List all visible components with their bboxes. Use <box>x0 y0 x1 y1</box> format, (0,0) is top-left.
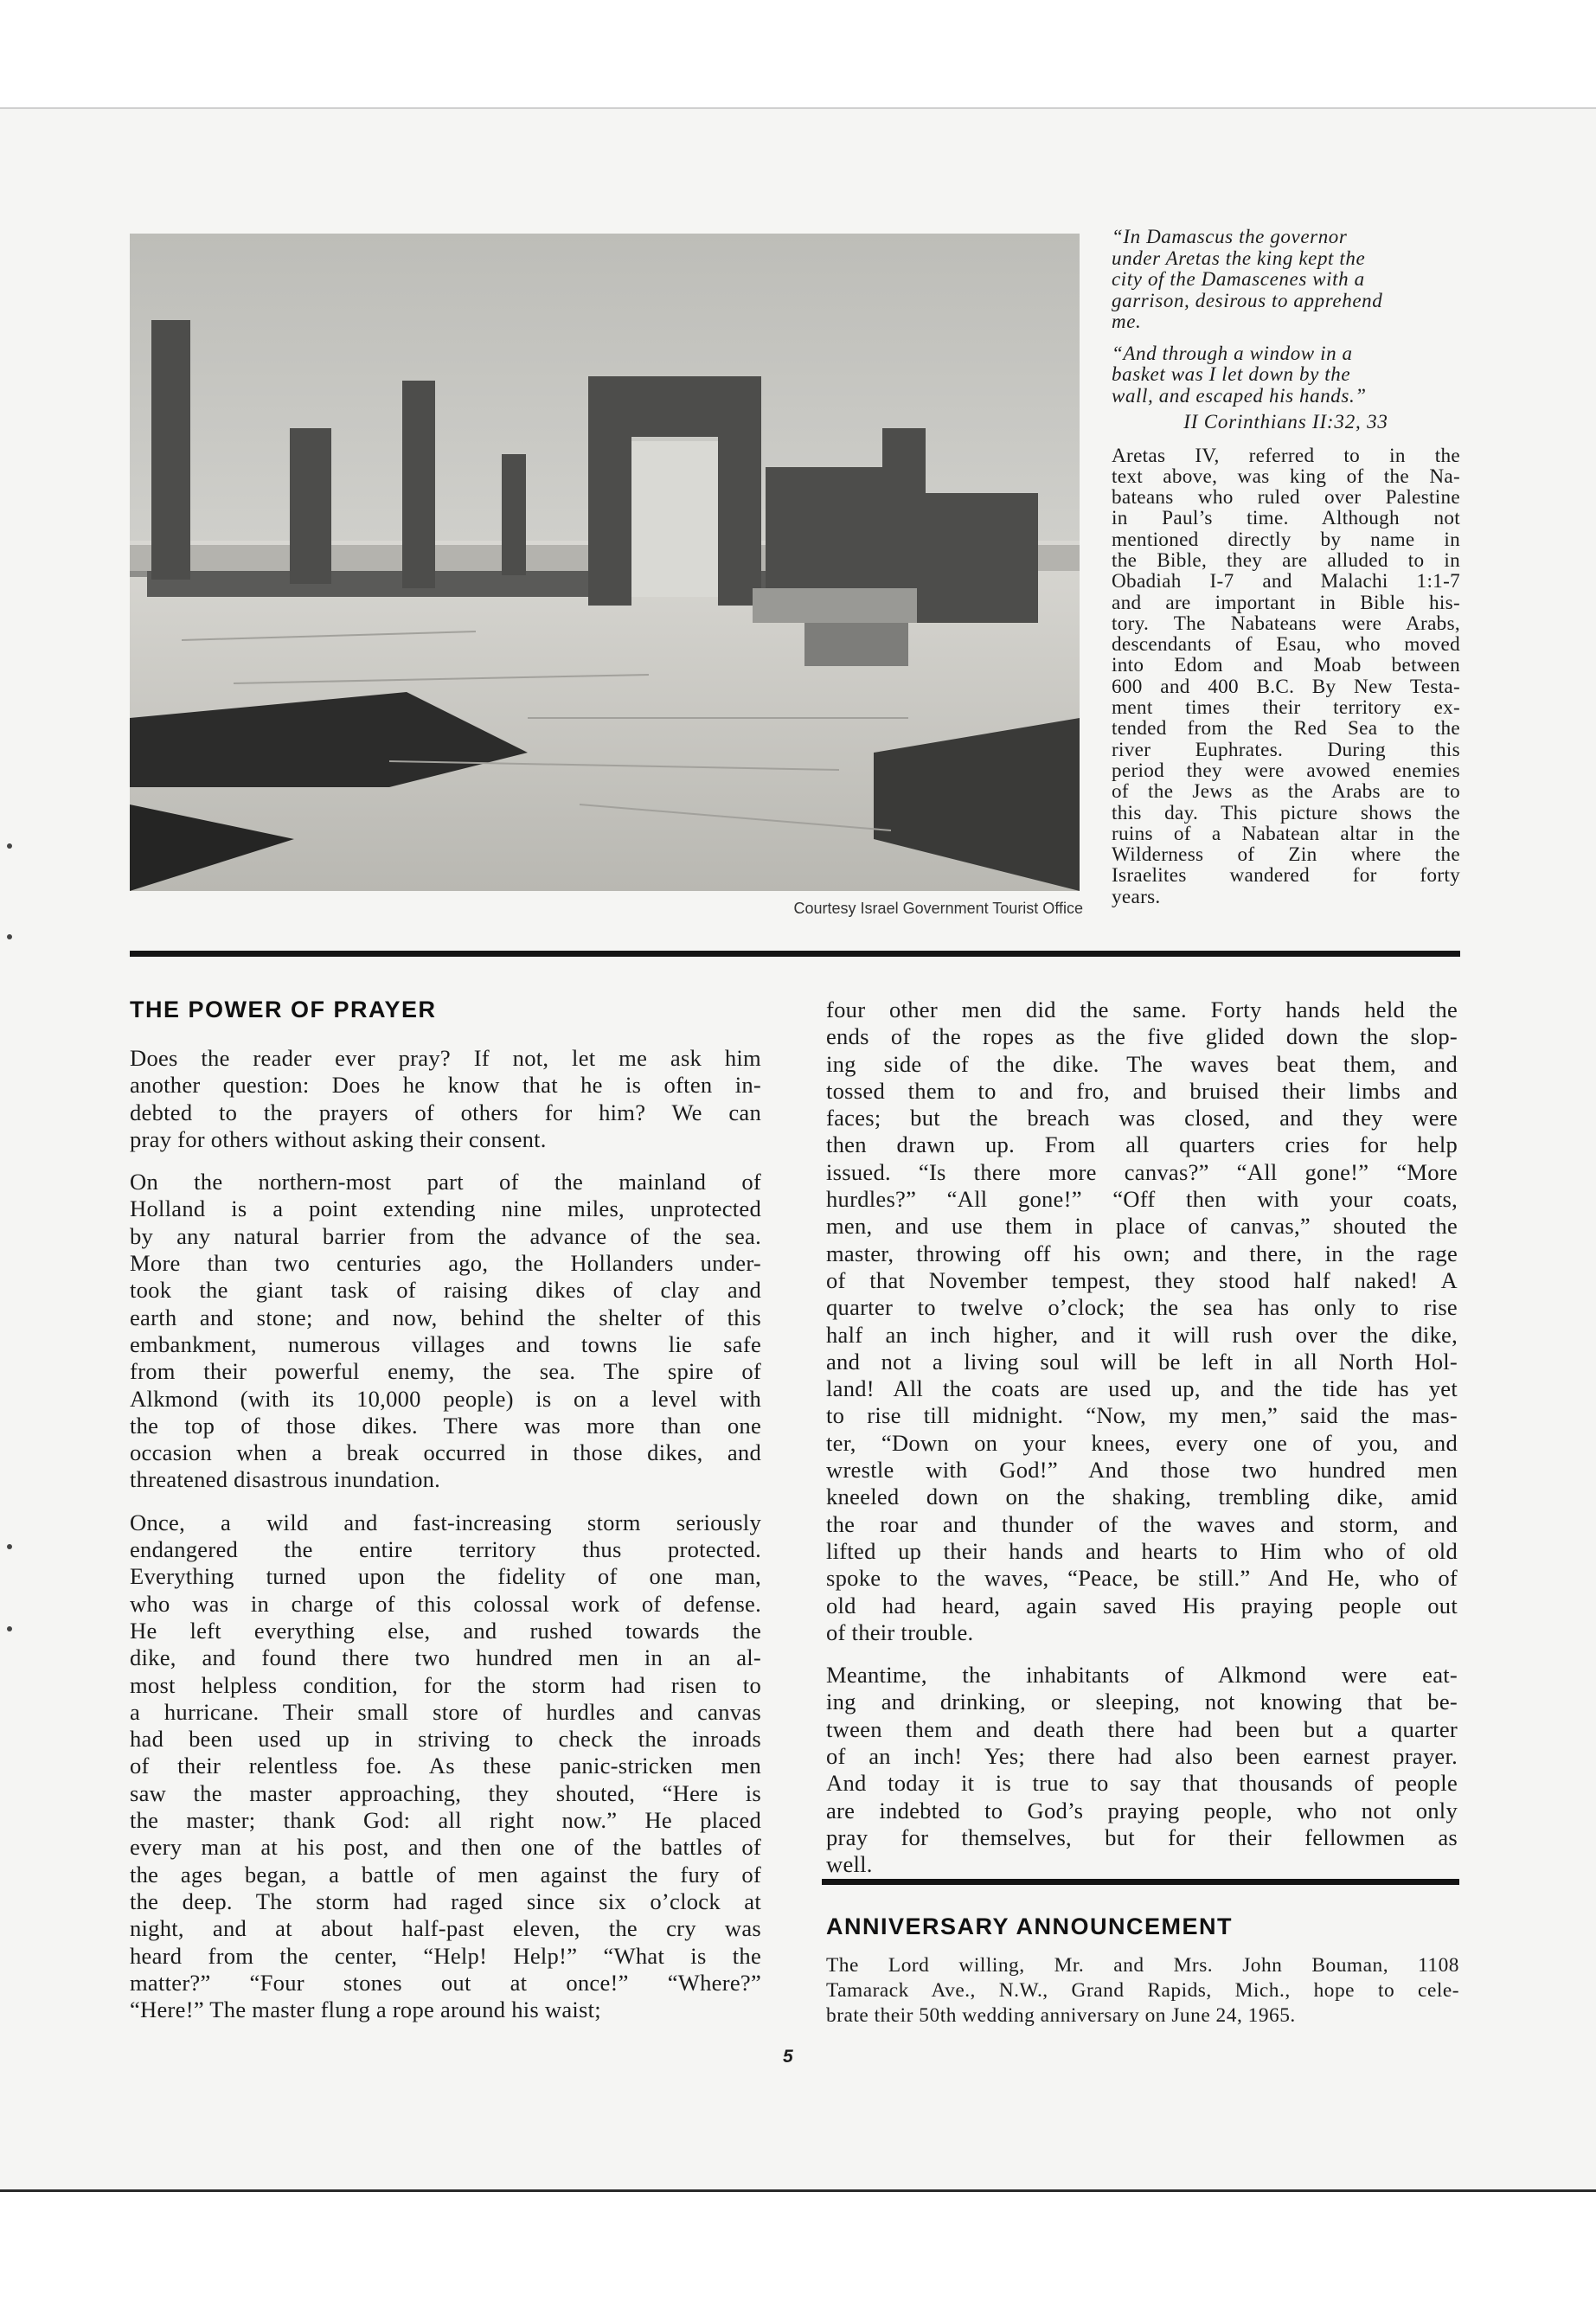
text-line: me. <box>1112 311 1142 332</box>
article-title: THE POWER OF PRAYER <box>130 997 437 1022</box>
text-line: ing side of the dike. The waves beat them, and <box>826 1050 1458 1077</box>
text-line: of their relentless foe. As these panic-stricken men <box>130 1753 761 1779</box>
text-line: tory. The Nabateans were Arabs, <box>1112 612 1460 635</box>
text-line: ter, “Down on your knees, every one of you, and <box>826 1429 1458 1456</box>
text-line: More than two centuries ago, the Hollanders under- <box>130 1250 761 1277</box>
text-line: Alkmond (with its 10,000 people) is on a level with <box>130 1385 761 1412</box>
text-line: the Bible, they are alluded to in <box>1112 548 1460 572</box>
text-line: And today it is true to say that thousands of people <box>826 1770 1458 1797</box>
text-line: the ages began, a battle of men against the fury of <box>130 1861 761 1888</box>
text-line: ruins of a Nabatean altar in the <box>1112 822 1460 845</box>
text-line: debted to the prayers of others for him? We can <box>130 1099 761 1125</box>
text-line: well. <box>826 1851 873 1878</box>
text-line: in Paul’s time. Although not <box>1112 507 1460 530</box>
text-line: Israelites wandered for forty <box>1112 864 1460 888</box>
text-line: half an inch higher, and it will rush over the dike, <box>826 1321 1458 1348</box>
text-line: hurdles?” “All gone!” “Off then with your coats, <box>826 1186 1458 1213</box>
text-line: Obadiah I-7 and Malachi 1:1-7 <box>1112 570 1460 593</box>
text-line: issued. “Is there more canvas?” “All gone!” “More <box>826 1158 1458 1185</box>
text-line: most helpless condition, for the storm had risen to <box>130 1671 761 1698</box>
text-line: He left everything else, and rushed towards the <box>130 1617 761 1644</box>
text-line: of their trouble. <box>826 1618 974 1645</box>
text-line: years. <box>1112 885 1161 908</box>
text-line: land! All the coats are used up, and the tide has yet <box>826 1375 1458 1402</box>
text-line: ing and drinking, or sleeping, not knowing that be- <box>826 1689 1458 1715</box>
ruins-illustration <box>130 234 1080 891</box>
text-line: another question: Does he know that he is often in- <box>130 1072 761 1099</box>
text-line: tween them and death there had been but a quarter <box>826 1715 1458 1742</box>
text-line: and not a living soul will be left in all North Hol- <box>826 1348 1458 1375</box>
text-line: matter?” “Four stones out at once!” “Where?” <box>130 1969 761 1996</box>
section-divider <box>822 1879 1459 1885</box>
text-line: into Edom and Moab between <box>1112 654 1460 677</box>
text-line: wall, and escaped his hands.” <box>1112 384 1367 407</box>
text-line: every man at his post, and then one of the battles of <box>130 1834 761 1861</box>
text-line: brate their 50th wedding anniversary on June 24, 1965. <box>826 2004 1296 2027</box>
text-line: tended from the Red Sea to the <box>1112 717 1460 740</box>
text-line: Aretas IV, referred to in the <box>1112 444 1460 467</box>
text-line: “And through a window in a <box>1112 342 1353 364</box>
text-line: a hurricane. Their small store of hurdles and canvas <box>130 1698 761 1725</box>
text-line: earth and stone; and now, behind the shelter of this <box>130 1304 761 1330</box>
text-line: the master; thank God: all right now.” He placed <box>130 1807 761 1834</box>
text-line: descendants of Esau, who moved <box>1112 633 1460 657</box>
page-number: 5 <box>783 2047 793 2067</box>
text-line: faces; but the breach was closed, and they were <box>826 1105 1458 1131</box>
paragraph <box>826 1662 1458 1878</box>
text-line: old had heard, again saved His praying people out <box>826 1592 1458 1618</box>
text-line: threatened disastrous inundation. <box>130 1466 441 1493</box>
text-line: of an inch! Yes; there had also been earnest prayer. <box>826 1743 1458 1770</box>
text-line: by any natural barrier from the advance of the sea. <box>130 1222 761 1249</box>
text-line: The Lord willing, Mr. and Mrs. John Bouman, 1108 <box>826 1954 1459 1977</box>
text-line: basket was I let down by the <box>1112 363 1351 385</box>
text-line: took the giant task of raising dikes of clay and <box>130 1277 761 1304</box>
text-line: four other men did the same. Forty hands held the <box>826 997 1458 1022</box>
text-line: ends of the ropes as the five glided down the slop- <box>826 1023 1458 1050</box>
text-line: the roar and thunder of the waves and storm, and <box>826 1510 1458 1537</box>
text-line: 600 and 400 B.C. By New Testa- <box>1112 675 1460 698</box>
binder-hole-mark <box>7 934 12 939</box>
text-line: garrison, desirous to apprehend <box>1112 289 1383 311</box>
announcement-text <box>826 1953 1459 2029</box>
text-line: from their powerful enemy, the sea. The spire of <box>130 1358 761 1385</box>
text-line: bateans who ruled over Palestine <box>1112 486 1460 510</box>
binder-hole-mark <box>7 1544 12 1549</box>
text-line: this day. This picture shows the <box>1112 801 1460 824</box>
text-line: period they were avowed enemies <box>1112 759 1460 782</box>
text-line: river Euphrates. During this <box>1112 738 1460 761</box>
text-line: who was in charge of this colossal work of defense. <box>130 1590 761 1617</box>
text-line: Wilderness of Zin where the <box>1112 843 1460 867</box>
paragraph <box>130 1509 761 2024</box>
text-line: to rise till midnight. “Now, my men,” said the mas- <box>826 1402 1458 1429</box>
text-line: On the northern-most part of the mainland of <box>130 1169 761 1195</box>
text-line: pray for others without asking their consent. <box>130 1125 547 1152</box>
text-line: occasion when a break occurred in those dikes, and <box>130 1439 761 1466</box>
text-line: quarter to twelve o’clock; the sea has only to rise <box>826 1294 1458 1321</box>
scripture-citation: II Corinthians II:32, 33 <box>1183 411 1388 433</box>
text-line: then drawn up. From all quarters cries for help <box>826 1131 1458 1158</box>
text-line: of that November tempest, they stood half naked! A <box>826 1266 1458 1293</box>
binder-hole-mark <box>7 843 12 849</box>
text-line: had been used up in striving to check the inroads <box>130 1726 761 1753</box>
paragraph <box>130 1169 761 1494</box>
text-line: endangered the entire territory thus protected. <box>130 1536 761 1563</box>
scripture-quote-part-1 <box>1112 227 1460 333</box>
text-line: text above, was king of the Na- <box>1112 465 1460 488</box>
text-line: saw the master approaching, they shouted, “Here is <box>130 1779 761 1806</box>
text-line: are indebted to God’s praying people, who not only <box>826 1797 1458 1823</box>
announcement-title: ANNIVERSARY ANNOUNCEMENT <box>826 1913 1234 1939</box>
text-line: Everything turned upon the fidelity of one man, <box>130 1563 761 1590</box>
text-line: lifted up their hands and hearts to Him who of old <box>826 1537 1458 1564</box>
paragraph <box>826 997 1458 1646</box>
text-line: under Aretas the king kept the <box>1112 247 1366 269</box>
text-line: and are important in Bible his- <box>1112 591 1460 614</box>
article-column-left <box>130 1045 761 2039</box>
text-line: Meantime, the inhabitants of Alkmond were eat- <box>826 1662 1458 1689</box>
text-line: Holland is a point extending nine miles, unprotected <box>130 1195 761 1222</box>
text-line: the top of those dikes. There was more than one <box>130 1412 761 1439</box>
sidebar-caption-column <box>1112 227 1460 907</box>
text-line: pray for themselves, but for their fellowmen as <box>826 1823 1458 1850</box>
article-column-right <box>826 997 1458 1894</box>
text-line: Does the reader ever pray? If not, let me ask him <box>130 1045 761 1071</box>
text-line: night, and at about half-past eleven, the cry was <box>130 1915 761 1942</box>
text-line: master, throwing off his own; and there, in the rage <box>826 1240 1458 1266</box>
scripture-quote-part-2 <box>1112 343 1460 407</box>
text-line: spoke to the waves, “Peace, be still.” And He, who of <box>826 1565 1458 1592</box>
text-line: city of the Damascenes with a <box>1112 268 1365 290</box>
text-line: “In Damascus the governor <box>1112 226 1348 247</box>
text-line: embankment, numerous villages and towns lie safe <box>130 1330 761 1357</box>
photo-nabatean-ruins <box>130 234 1080 891</box>
text-line: dike, and found there two hundred men in an al- <box>130 1644 761 1671</box>
text-line: mentioned directly by name in <box>1112 528 1460 551</box>
binder-hole-mark <box>7 1626 12 1631</box>
text-line: ment times their territory ex- <box>1112 696 1460 720</box>
aretas-caption-paragraph <box>1112 445 1460 908</box>
paragraph <box>130 1045 761 1153</box>
text-line: wrestle with God!” And those two hundred men <box>826 1457 1458 1484</box>
text-line: heard from the center, “Help! Help!” “What is the <box>130 1942 761 1969</box>
text-line: tossed them to and fro, and bruised their limbs and <box>826 1077 1458 1104</box>
photo-credit: Courtesy Israel Government Tourist Office <box>793 900 1083 917</box>
text-line: Tamarack Ave., N.W., Grand Rapids, Mich., hope to cele- <box>826 1979 1459 2002</box>
text-line: “Here!” The master flung a rope around his waist; <box>130 1997 601 2023</box>
text-line: the deep. The storm had raged since six o’clock at <box>130 1888 761 1914</box>
text-line: Once, a wild and fast-increasing storm seriously <box>130 1509 761 1535</box>
text-line: kneeled down on the shaking, trembling dike, amid <box>826 1484 1458 1510</box>
text-line: men, and use them in place of canvas,” shouted the <box>826 1213 1458 1240</box>
section-divider <box>130 951 1460 957</box>
text-line: of the Jews as the Arabs are to <box>1112 780 1460 804</box>
